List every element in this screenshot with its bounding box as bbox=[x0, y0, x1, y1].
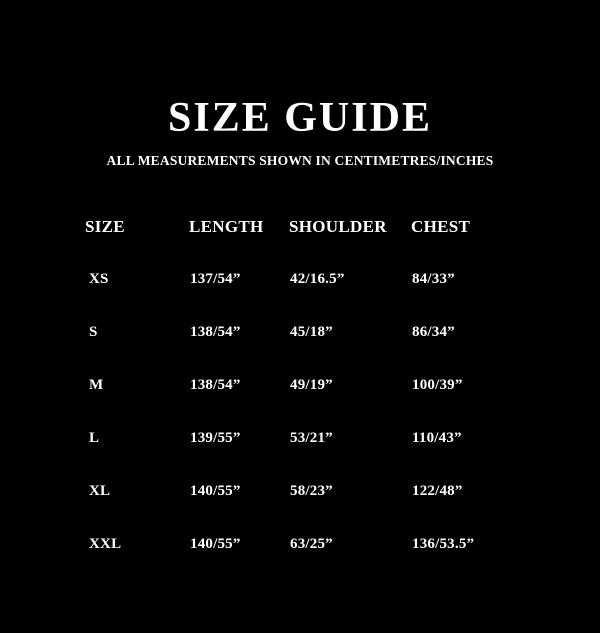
table-row bbox=[85, 412, 515, 465]
table-body bbox=[85, 253, 515, 571]
measurement-units-note: ALL MEASUREMENTS SHOWN IN CENTIMETRES/INCHES bbox=[106, 153, 494, 169]
cell-length: 139/55” bbox=[190, 430, 241, 447]
column-header-size: SIZE bbox=[85, 217, 125, 237]
table-row bbox=[85, 359, 515, 412]
table-row bbox=[85, 518, 515, 571]
table-header-row bbox=[85, 201, 515, 253]
cell-size: S bbox=[89, 324, 98, 341]
table-row bbox=[85, 253, 515, 306]
table-header bbox=[85, 201, 515, 253]
cell-length: 137/54” bbox=[190, 271, 241, 288]
cell-length: 140/55” bbox=[190, 536, 241, 553]
table-row bbox=[85, 306, 515, 359]
size-chart-table bbox=[85, 201, 515, 571]
cell-length: 138/54” bbox=[190, 377, 241, 394]
cell-shoulder: 58/23” bbox=[290, 483, 333, 500]
cell-size: XS bbox=[89, 271, 109, 288]
page-title: SIZE GUIDE bbox=[168, 95, 432, 141]
cell-shoulder: 49/19” bbox=[290, 377, 333, 394]
cell-size: M bbox=[89, 377, 104, 394]
cell-chest: 100/39” bbox=[412, 377, 463, 394]
cell-chest: 110/43” bbox=[412, 430, 462, 447]
cell-shoulder: 42/16.5” bbox=[290, 271, 345, 288]
column-header-length: LENGTH bbox=[189, 217, 264, 237]
cell-length: 140/55” bbox=[190, 483, 241, 500]
cell-chest: 84/33” bbox=[412, 271, 455, 288]
cell-shoulder: 45/18” bbox=[290, 324, 333, 341]
cell-size: XXL bbox=[89, 536, 122, 553]
cell-shoulder: 53/21” bbox=[290, 430, 333, 447]
column-header-shoulder: SHOULDER bbox=[289, 217, 387, 237]
cell-chest: 136/53.5” bbox=[412, 536, 475, 553]
table-row bbox=[85, 465, 515, 518]
cell-chest: 122/48” bbox=[412, 483, 463, 500]
cell-chest: 86/34” bbox=[412, 324, 455, 341]
cell-shoulder: 63/25” bbox=[290, 536, 333, 553]
cell-size: XL bbox=[89, 483, 111, 500]
cell-length: 138/54” bbox=[190, 324, 241, 341]
column-header-chest: CHEST bbox=[411, 217, 471, 237]
cell-size: L bbox=[89, 430, 100, 447]
